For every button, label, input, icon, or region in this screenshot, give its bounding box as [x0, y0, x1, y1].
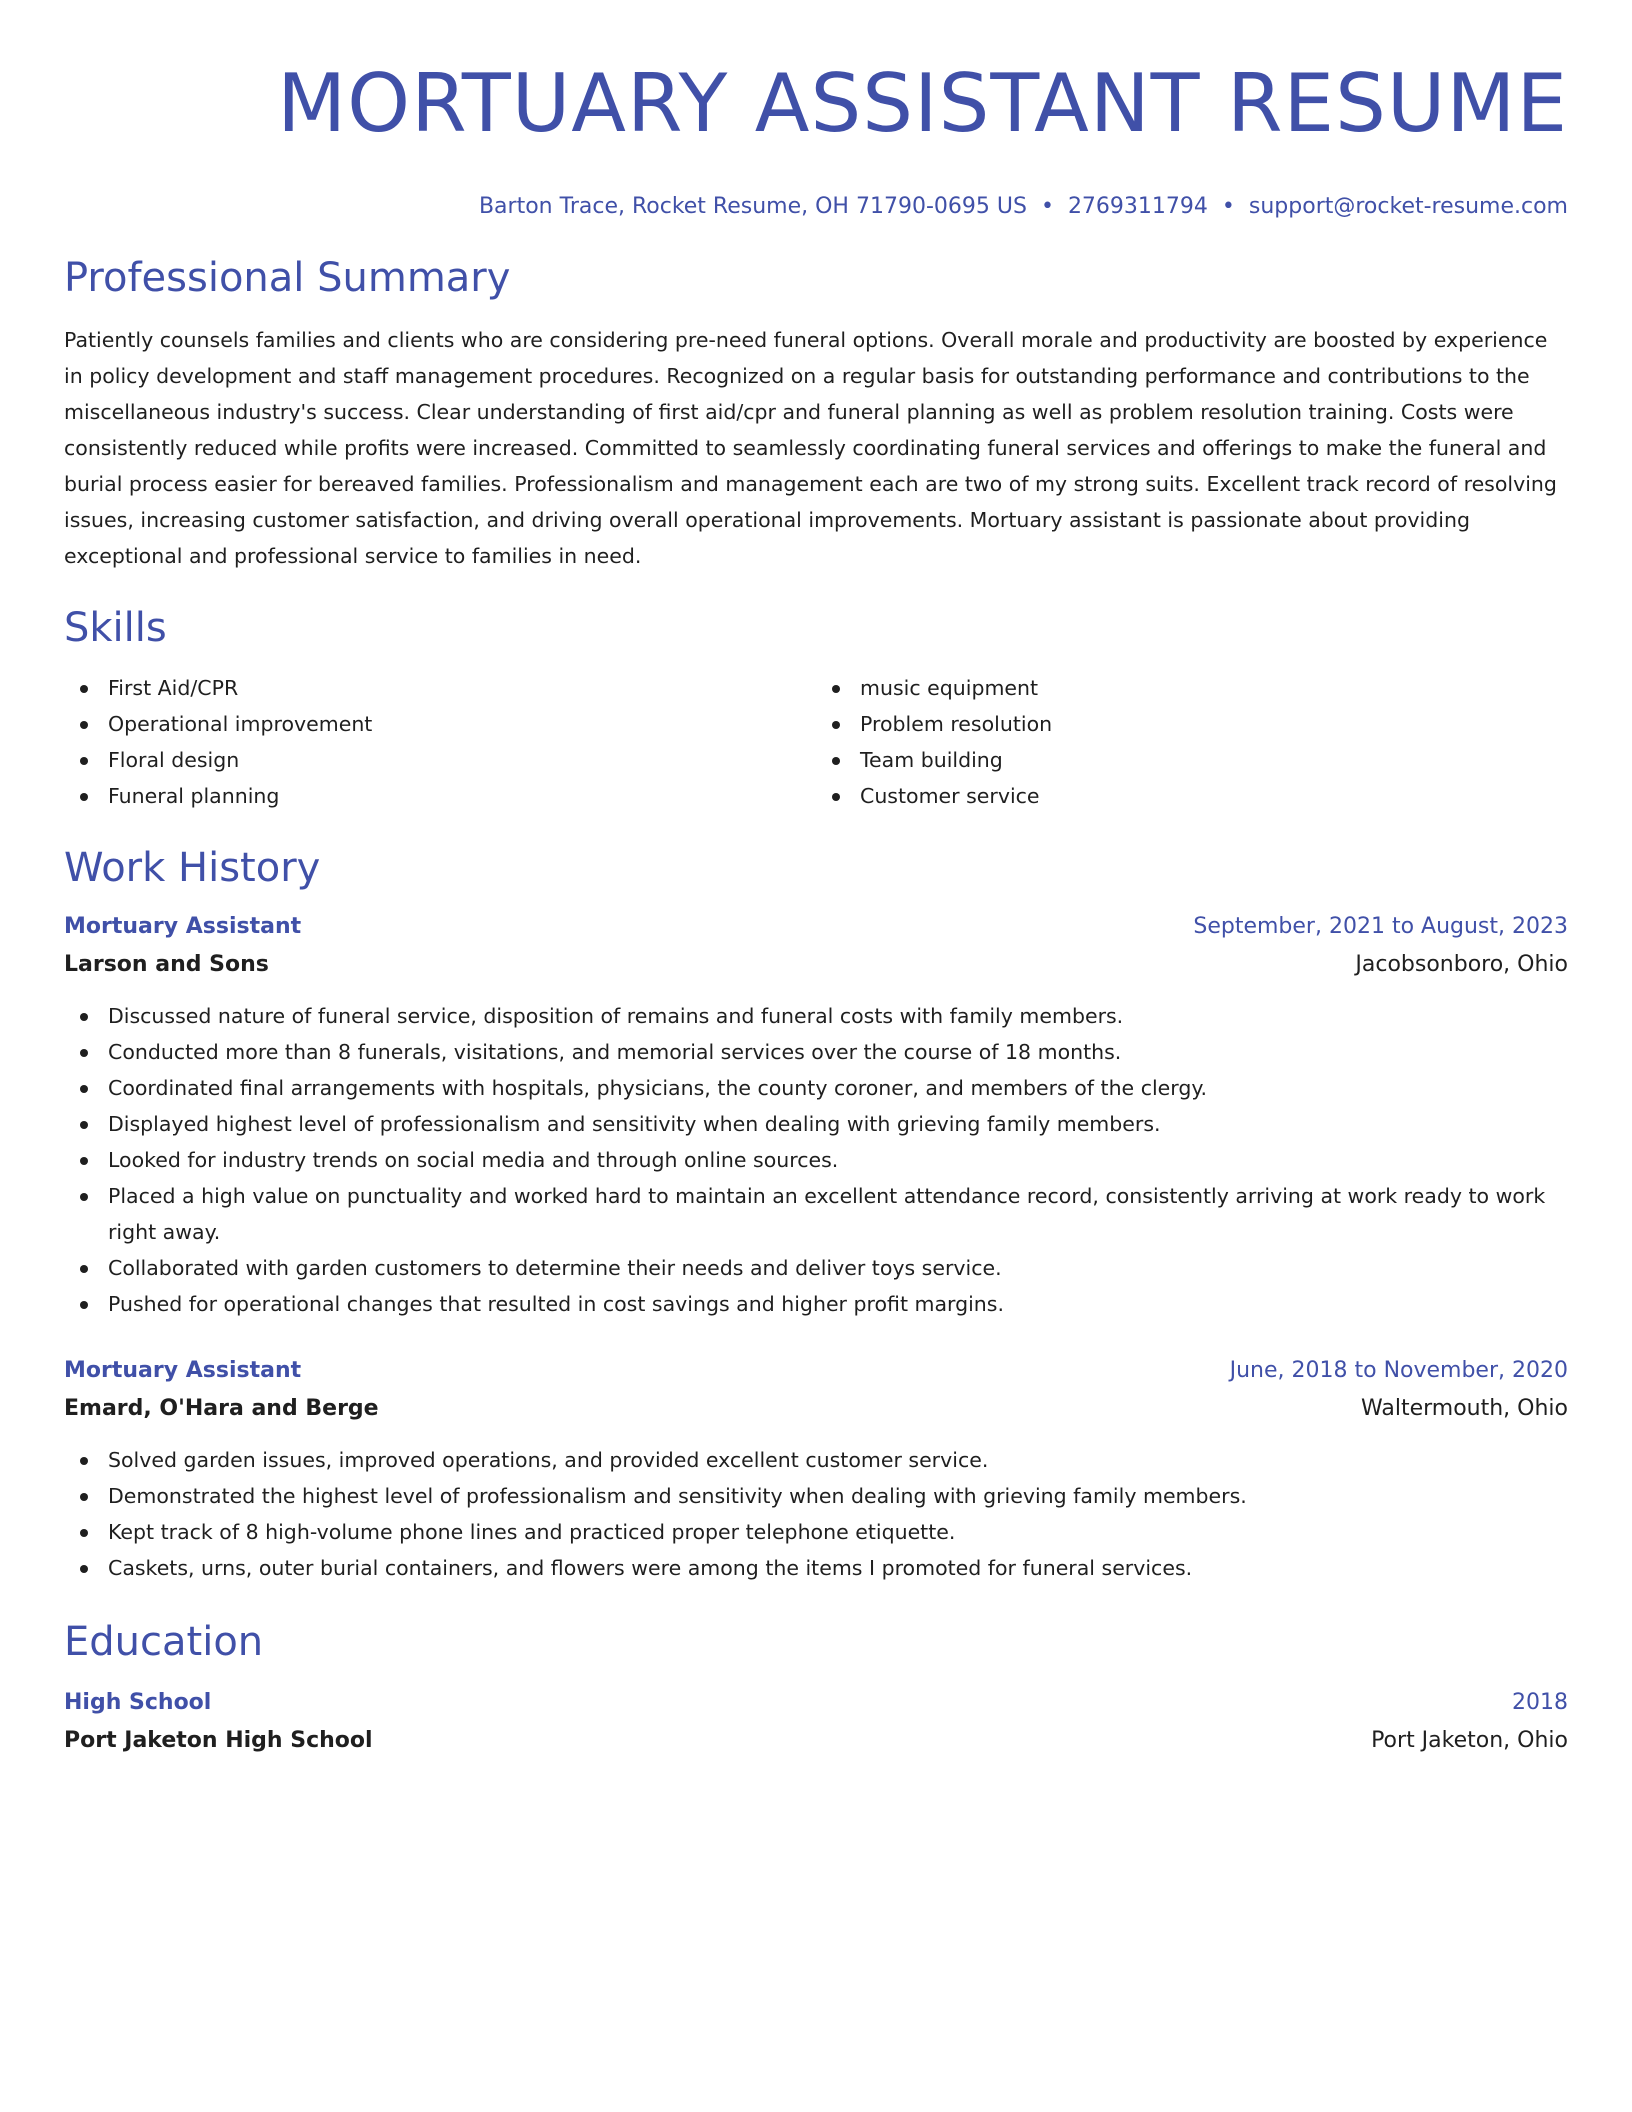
resume-title: MORTUARY ASSISTANT RESUME [277, 57, 1568, 150]
job-company-row [64, 946, 1568, 984]
duty-item: Collaborated with garden customers to determine their needs and deliver toys service. [64, 1250, 1568, 1286]
education-degree: High School [64, 1690, 212, 1715]
summary-heading: Professional Summary [64, 255, 511, 301]
job-entry [64, 1352, 1568, 1586]
duty-item: Demonstrated the highest level of professionalism and sensitivity when dealing with grieving family members. [64, 1478, 1568, 1514]
duty-item: Looked for industry trends on social media and through online sources. [64, 1142, 1568, 1178]
skill-item: Customer service [816, 778, 1568, 814]
job-duties [64, 998, 1568, 1322]
job-title-row [64, 1352, 1568, 1390]
contact-line [64, 192, 1568, 222]
job-dates: June, 2018 to November, 2020 [1229, 1358, 1568, 1383]
contact-phone: 2769311794 [1067, 194, 1208, 219]
job-duties [64, 1442, 1568, 1586]
contact-separator: • [1221, 194, 1235, 219]
skill-item: Team building [816, 742, 1568, 778]
work-history-heading: Work History [64, 845, 321, 891]
summary-text: Patiently counsels families and clients who are considering pre-need funeral options. Overall morale and productivity are boosted by experience in policy development and staff management procedures. Recognized on a regular basis for outstanding performance and contributions to the miscellaneous industry's success. Clear understanding of first aid/cpr and funeral planning as well as problem resolution training. Costs were consistently reduced while profits were increased. Committed to seamlessly coordinating funeral services and offerings to make the funeral and burial process easier for bereaved families. Professionalism and management each are two of my strong suits. Excellent track record of resolving issues, increasing customer satisfaction, and driving overall operational improvements. Mortuary assistant is passionate about providing exceptional and professional service to families in need. [64, 328, 1557, 568]
skill-item: Funeral planning [64, 778, 816, 814]
job-company-row [64, 1390, 1568, 1428]
education-school: Port Jaketon High School [64, 1728, 373, 1753]
job-title: Mortuary Assistant [64, 1358, 302, 1383]
skill-item: First Aid/CPR [64, 670, 816, 706]
duty-item: Coordinated final arrangements with hospitals, physicians, the county coroner, and members of the clergy. [64, 1070, 1568, 1106]
job-dates: September, 2021 to August, 2023 [1193, 914, 1568, 939]
job-company: Larson and Sons [64, 952, 269, 977]
duty-item: Conducted more than 8 funerals, visitations, and memorial services over the course of 18 months. [64, 1034, 1568, 1070]
education-year: 2018 [1512, 1690, 1568, 1715]
duty-item: Placed a high value on punctuality and worked hard to maintain an excellent attendance record, consistently arriving at work ready to work right away. [64, 1178, 1568, 1250]
job-location: Waltermouth, Ohio [1361, 1396, 1568, 1421]
education-location: Port Jaketon, Ohio [1371, 1728, 1568, 1753]
job-title-row [64, 908, 1568, 946]
education-heading: Education [64, 1619, 264, 1665]
skills-list [64, 670, 1568, 814]
job-entry [64, 908, 1568, 1322]
job-title: Mortuary Assistant [64, 914, 302, 939]
duty-item: Solved garden issues, improved operations, and provided excellent customer service. [64, 1442, 1568, 1478]
skills-column-right [816, 670, 1568, 814]
contact-email: support@rocket-resume.com [1248, 194, 1568, 219]
contact-address: Barton Trace, Rocket Resume, OH 71790-0695 US [478, 194, 1027, 219]
contact-separator: • [1040, 194, 1054, 219]
skill-item: music equipment [816, 670, 1568, 706]
skills-heading: Skills [64, 605, 167, 651]
duty-item: Pushed for operational changes that resulted in cost savings and higher profit margins. [64, 1286, 1568, 1322]
skill-item: Floral design [64, 742, 816, 778]
job-company: Emard, O'Hara and Berge [64, 1396, 379, 1421]
skill-item: Operational improvement [64, 706, 816, 742]
education-school-row [64, 1722, 1568, 1760]
job-location: Jacobsonboro, Ohio [1355, 952, 1568, 977]
skills-column-left [64, 670, 816, 814]
education-entry [64, 1684, 1568, 1760]
duty-item: Kept track of 8 high-volume phone lines and practiced proper telephone etiquette. [64, 1514, 1568, 1550]
education-degree-row [64, 1684, 1568, 1722]
skill-item: Problem resolution [816, 706, 1568, 742]
duty-item: Discussed nature of funeral service, disposition of remains and funeral costs with family members. [64, 998, 1568, 1034]
duty-item: Caskets, urns, outer burial containers, and flowers were among the items I promoted for funeral services. [64, 1550, 1568, 1586]
duty-item: Displayed highest level of professionalism and sensitivity when dealing with grieving family members. [64, 1106, 1568, 1142]
